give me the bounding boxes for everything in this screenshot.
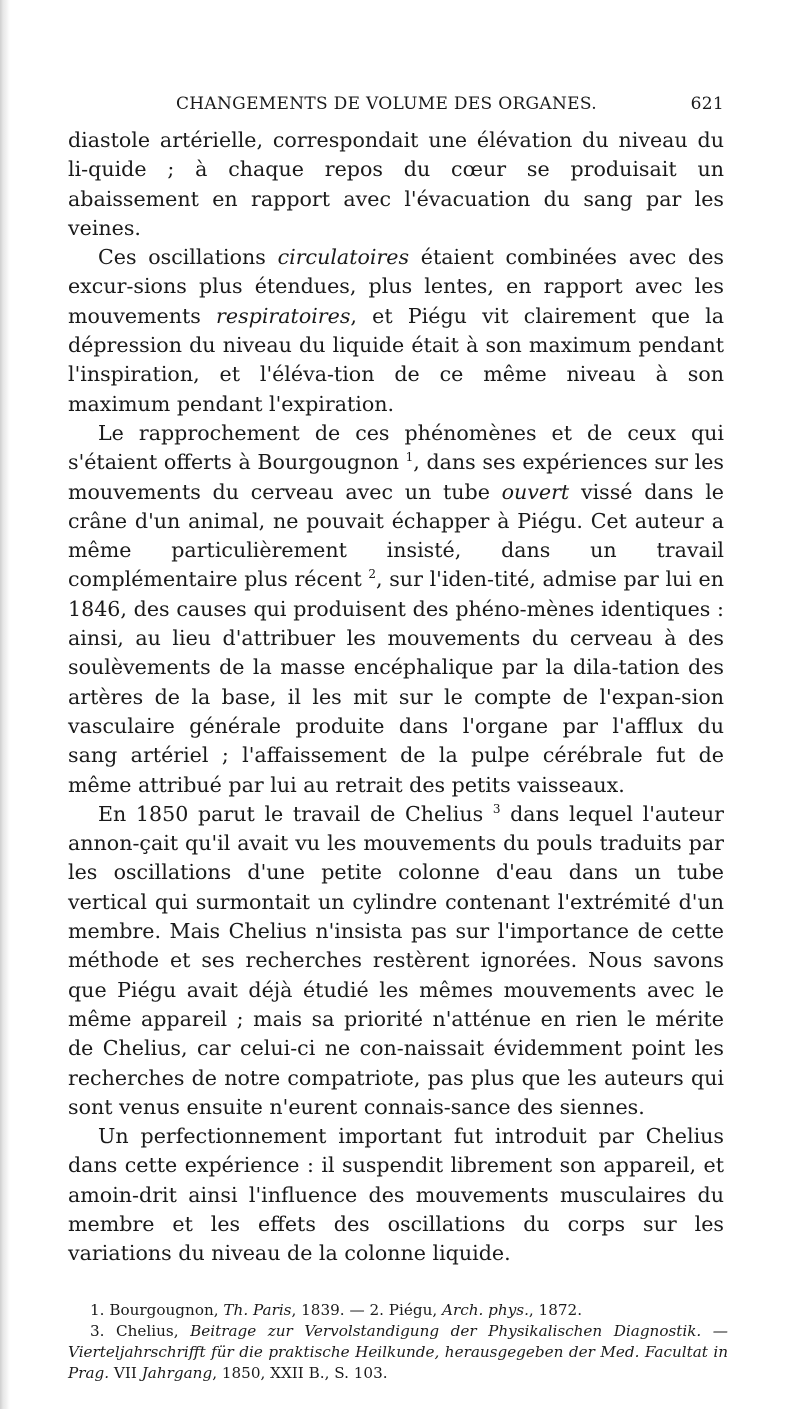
running-header <box>66 94 724 124</box>
text-run: Beitrage zur Vervolstandigung der Physikalischen Diagnostik. — Vierteljahrschrifft für die praktische Heilkunde, herausgegeben der Med. Facultat in Prag. <box>68 1322 728 1382</box>
text-run: respiratoires <box>216 303 351 328</box>
paragraph <box>68 800 724 1122</box>
paragraph <box>68 419 724 800</box>
footnote-ref: 1 <box>405 450 414 465</box>
text-run: 1. Bourgougnon, <box>90 1301 224 1319</box>
footnote <box>68 1300 728 1321</box>
text-run: diastole artérielle, correspondait une élévation du niveau du li-quide ; à chaque repos du cœur se produisait un abaissement en rapport avec l'évacuation du sang par les veines. <box>68 128 724 240</box>
text-run: , 1872. <box>528 1301 583 1319</box>
text-run: Arch. phys. <box>442 1301 529 1319</box>
footnote <box>68 1321 728 1384</box>
footnote-ref: 3 <box>492 801 501 816</box>
text-run: Un perfectionnement important fut introduit par Chelius dans cette expérience : il suspendit librement son appareil, et amoin-drit ainsi l'influence des mouvements musculaires du membre et les effets des oscillations du corps sur les variations du niveau de la colonne liquide. <box>68 1124 724 1266</box>
paragraph <box>68 1122 724 1268</box>
body-text <box>68 126 724 1269</box>
text-run: , 1850, XXII B., S. 103. <box>212 1364 388 1382</box>
text-run: circulatoires <box>277 245 410 270</box>
paragraph <box>68 243 724 419</box>
text-run: VII <box>109 1364 142 1382</box>
text-run: Le rapprochement de ces phénomènes et de ceux qui s'étaient offerts à Bourgougnon <box>68 420 724 475</box>
footnotes <box>68 1300 728 1384</box>
text-run: En 1850 parut le travail de Chelius <box>98 801 493 826</box>
text-run: Th. Paris <box>223 1301 292 1319</box>
text-run: Jahrgang <box>141 1364 213 1382</box>
page-number: 621 <box>690 94 724 114</box>
paragraph <box>68 126 724 243</box>
text-run: Ces oscillations <box>98 245 278 270</box>
text-run: , dans ses expériences sur les mouvements du cerveau avec un tube <box>68 450 724 504</box>
footnote-ref: 2 <box>368 567 377 582</box>
text-run: étaient combinées avec des excur-sions plus étendues, plus lentes, en rapport avec les mouvements <box>68 245 724 328</box>
binding-edge <box>0 0 10 1409</box>
header-title: CHANGEMENTS DE VOLUME DES ORGANES. <box>176 94 597 114</box>
text-run: dans lequel l'auteur annon-çait qu'il avait vu les mouvements du pouls traduits par les oscillations d'une petite colonne d'eau dans un tube vertical qui surmontait un cylindre contenant l'extrémité d'un membre. Mais Chelius n'insista pas sur l'importance de cette méthode et ses recherches restèrent ignorées. Nous savons que Piégu avait déjà étudié les mêmes mouvements avec le même appareil ; mais sa priorité n'atténue en rien le mérite de Chelius, car celui-ci ne con-naissait évidemment point les recherches de notre compatriote, pas plus que les auteurs qui sont venus ensuite n'eurent connais-sance des siennes. <box>68 801 724 1119</box>
text-run: vissé dans le crâne d'un animal, ne pouvait échapper à Piégu. Cet auteur a même particulièrement insisté, dans un travail complémentaire plus récent <box>68 479 724 592</box>
text-run: , 1839. — 2. Piégu, <box>291 1301 443 1319</box>
text-run: ouvert <box>501 479 570 504</box>
text-run: 3. Chelius, <box>90 1322 191 1340</box>
text-run: , sur l'iden-tité, admise par lui en 1846, des causes qui produisent des phéno-mènes identiques : ainsi, au lieu d'attribuer les mouvements du cerveau à des soulèvements de la masse encéphalique par la dila-tation des artères de la base, il les mit sur le compte de l'expan-sion vasculaire générale produite dans l'organe par l'afflux du sang artériel ; l'affaissement de la pulpe cérébrale fut de même attribué par lui au retrait des petits vaisseaux. <box>68 567 724 797</box>
text-run: , et Piégu vit clairement que la dépression du niveau du liquide était à son maximum pendant l'inspiration, et l'éléva-tion de ce même niveau à son maximum pendant l'expiration. <box>68 303 724 416</box>
